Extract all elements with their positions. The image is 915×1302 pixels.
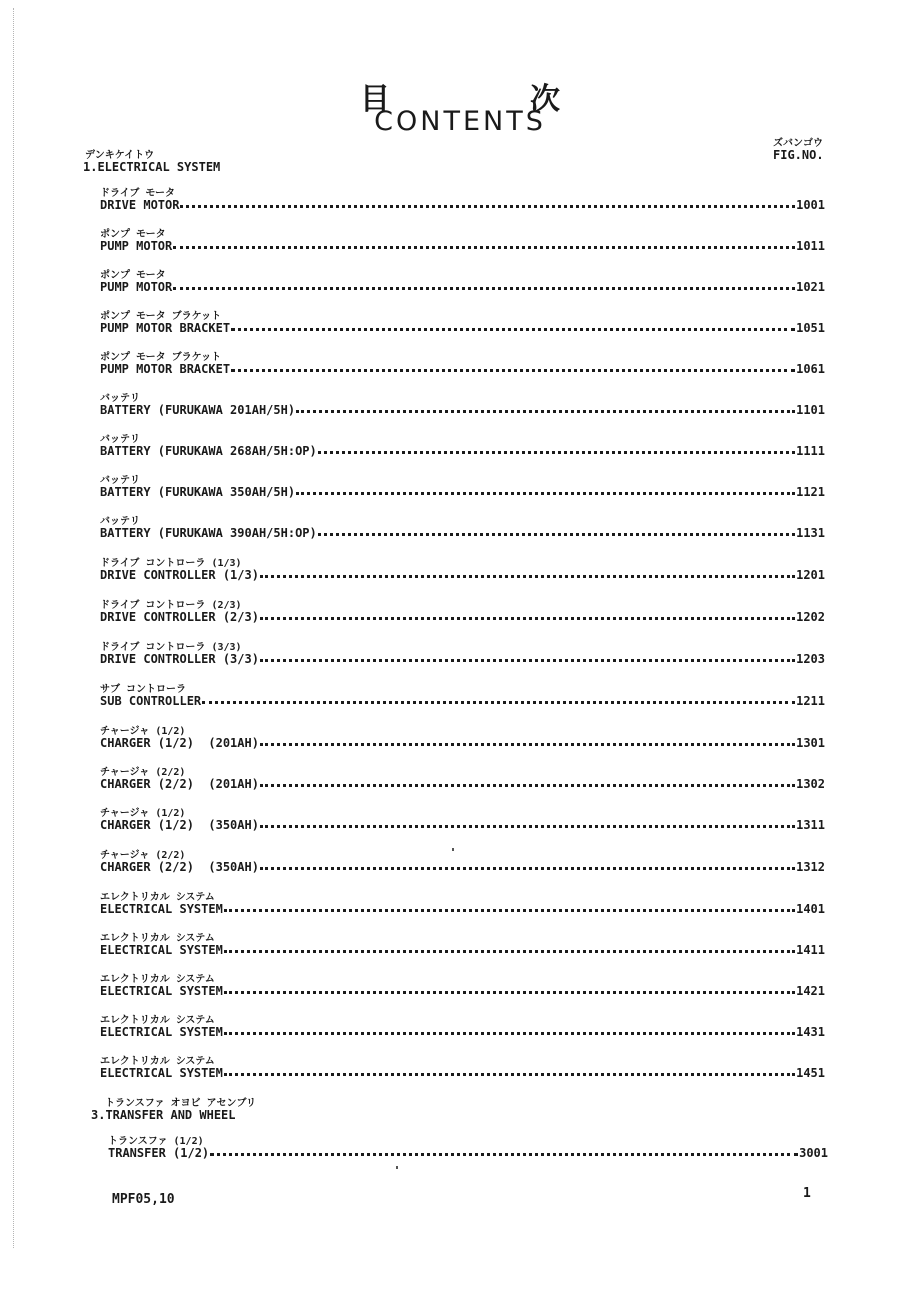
entry-kana: トランスファ (1/2): [108, 1136, 204, 1147]
entry-kana: ポンプ モータ ブラケット: [100, 352, 222, 363]
fig-number-header: [773, 138, 824, 162]
entry-label: TRANSFER (1/2): [108, 1146, 210, 1160]
left-edge-dotted-line: [13, 8, 14, 1248]
entry-label: PUMP MOTOR BRACKET: [100, 362, 231, 376]
fig-number: 1051: [796, 321, 825, 335]
entry-kana: エレクトリカル システム: [100, 892, 215, 903]
entry-kana: ドライブ コントローラ (2/3): [100, 600, 242, 611]
leader-dots: [260, 617, 795, 620]
entry-kana: ポンプ モータ: [100, 229, 166, 240]
toc-entry[interactable]: [100, 311, 825, 335]
entry-label: PUMP MOTOR: [100, 280, 173, 294]
leader-dots: [224, 1073, 795, 1076]
fig-number: 1421: [796, 984, 825, 998]
entry-kana: チャージャ (1/2): [100, 726, 186, 737]
fig-number: 1101: [796, 403, 825, 417]
fig-number: 1111: [796, 444, 825, 458]
fig-number: 1011: [796, 239, 825, 253]
toc-entry[interactable]: [100, 1056, 825, 1080]
toc-entry[interactable]: [100, 516, 825, 540]
entry-label: DRIVE CONTROLLER (2/3): [100, 610, 259, 624]
toc-entry[interactable]: [100, 974, 825, 998]
entry-kana: チャージャ (2/2): [100, 850, 186, 861]
leader-dots: [224, 991, 795, 994]
entry-label: CHARGER (1/2) (201AH): [100, 736, 259, 750]
entry-label: DRIVE MOTOR: [100, 198, 180, 212]
leader-dots: [224, 909, 795, 912]
entry-kana: エレクトリカル システム: [100, 1056, 215, 1067]
toc-entry[interactable]: [100, 188, 825, 212]
title-jp-right: 次: [530, 82, 560, 117]
title-jp-left: 目: [360, 82, 390, 117]
toc-entry[interactable]: [100, 726, 825, 750]
leader-dots: [296, 492, 795, 495]
fig-number: 1202: [796, 610, 825, 624]
toc-entry[interactable]: [100, 642, 825, 666]
entry-label: ELECTRICAL SYSTEM: [100, 943, 223, 957]
leader-dots: [260, 867, 795, 870]
leader-dots: [260, 784, 795, 787]
entry-label: BATTERY (FURUKAWA 268AH/5H:OP): [100, 444, 317, 458]
entry-label: ELECTRICAL SYSTEM: [100, 1025, 223, 1039]
entry-label: DRIVE CONTROLLER (3/3): [100, 652, 259, 666]
entry-kana: ドライブ モータ: [100, 188, 176, 199]
leader-dots: [260, 659, 795, 662]
section-kana: デンキケイトウ: [85, 150, 155, 161]
toc-entry[interactable]: [100, 434, 825, 458]
page-title: CONTENTS: [374, 106, 546, 137]
entry-kana: ポンプ モータ: [100, 270, 166, 281]
fig-number: 1021: [796, 280, 825, 294]
leader-dots: [202, 701, 795, 704]
toc-entry[interactable]: [100, 270, 825, 294]
fig-number: 3001: [799, 1146, 828, 1160]
fig-number: 1312: [796, 860, 825, 874]
leader-dots: [173, 287, 795, 290]
entry-kana: チャージャ (2/2): [100, 767, 186, 778]
entry-kana: エレクトリカル システム: [100, 1015, 215, 1026]
entry-label: BATTERY (FURUKAWA 201AH/5H): [100, 403, 296, 417]
fig-number: 1131: [796, 526, 825, 540]
entry-kana: ポンプ モータ ブラケット: [100, 311, 222, 322]
entry-label: ELECTRICAL SYSTEM: [100, 902, 223, 916]
fig-number: 1431: [796, 1025, 825, 1039]
fig-number: 1411: [796, 943, 825, 957]
fig-number: 1451: [796, 1066, 825, 1080]
leader-dots: [318, 451, 795, 454]
section-kana: トランスファ オヨビ アセンブリ: [105, 1098, 257, 1109]
entry-kana: バッテリ: [100, 475, 140, 486]
document-code: MPF05,10: [112, 1192, 175, 1207]
toc-entry[interactable]: [100, 933, 825, 957]
leader-dots: [260, 825, 795, 828]
entry-kana: ドライブ コントローラ (1/3): [100, 558, 242, 569]
toc-entry[interactable]: [100, 1015, 825, 1039]
leader-dots: [180, 205, 795, 208]
toc-entry[interactable]: [100, 850, 825, 874]
entry-kana: ドライブ コントローラ (3/3): [100, 642, 242, 653]
page-number: 1: [803, 1186, 811, 1201]
toc-entry[interactable]: [100, 892, 825, 916]
entry-label: CHARGER (2/2) (350AH): [100, 860, 259, 874]
entry-label: BATTERY (FURUKAWA 390AH/5H:OP): [100, 526, 317, 540]
entry-label: PUMP MOTOR: [100, 239, 173, 253]
fig-number: 1001: [796, 198, 825, 212]
fig-number: 1401: [796, 902, 825, 916]
fig-number: 1302: [796, 777, 825, 791]
fig-header-kana: ズバンゴウ: [773, 138, 823, 149]
scan-speck: [452, 848, 454, 851]
entry-kana: サブ コントローラ: [100, 684, 187, 695]
entry-kana: エレクトリカル システム: [100, 974, 215, 985]
fig-number: 1211: [796, 694, 825, 708]
leader-dots: [224, 950, 795, 953]
toc-entry[interactable]: [100, 229, 825, 253]
leader-dots: [318, 533, 795, 536]
toc-entry[interactable]: [100, 393, 825, 417]
toc-entry[interactable]: [100, 600, 825, 624]
leader-dots: [231, 328, 795, 331]
section-title: 1.ELECTRICAL SYSTEM: [83, 160, 221, 174]
scan-speck: [396, 1166, 398, 1169]
fig-header-label: FIG.NO.: [773, 148, 824, 162]
toc-entry[interactable]: [100, 475, 825, 499]
leader-dots: [224, 1032, 795, 1035]
fig-number: 1201: [796, 568, 825, 582]
section-heading: [83, 150, 220, 174]
entry-label: SUB CONTROLLER: [100, 694, 202, 708]
toc-entry[interactable]: [108, 1136, 828, 1160]
toc-entry[interactable]: [100, 808, 825, 832]
entry-kana: バッテリ: [100, 516, 140, 527]
leader-dots: [260, 743, 795, 746]
leader-dots: [210, 1153, 798, 1156]
fig-number: 1061: [796, 362, 825, 376]
entry-kana: バッテリ: [100, 434, 140, 445]
entry-label: CHARGER (1/2) (350AH): [100, 818, 259, 832]
entry-kana: エレクトリカル システム: [100, 933, 215, 944]
section-title: 3.TRANSFER AND WHEEL: [91, 1108, 236, 1122]
leader-dots: [173, 246, 795, 249]
fig-number: 1203: [796, 652, 825, 666]
toc-entry[interactable]: [100, 767, 825, 791]
fig-number: 1311: [796, 818, 825, 832]
toc-entry[interactable]: [100, 352, 825, 376]
entry-kana: チャージャ (1/2): [100, 808, 186, 819]
entry-label: CHARGER (2/2) (201AH): [100, 777, 259, 791]
toc-entry[interactable]: [100, 558, 825, 582]
toc-entry[interactable]: [100, 684, 825, 708]
leader-dots: [296, 410, 795, 413]
fig-number: 1121: [796, 485, 825, 499]
leader-dots: [260, 575, 795, 578]
entry-label: DRIVE CONTROLLER (1/3): [100, 568, 259, 582]
entry-label: ELECTRICAL SYSTEM: [100, 1066, 223, 1080]
fig-number: 1301: [796, 736, 825, 750]
section-heading: [83, 1098, 256, 1122]
entry-label: BATTERY (FURUKAWA 350AH/5H): [100, 485, 296, 499]
leader-dots: [231, 369, 795, 372]
entry-label: PUMP MOTOR BRACKET: [100, 321, 231, 335]
entry-label: ELECTRICAL SYSTEM: [100, 984, 223, 998]
entry-kana: バッテリ: [100, 393, 140, 404]
